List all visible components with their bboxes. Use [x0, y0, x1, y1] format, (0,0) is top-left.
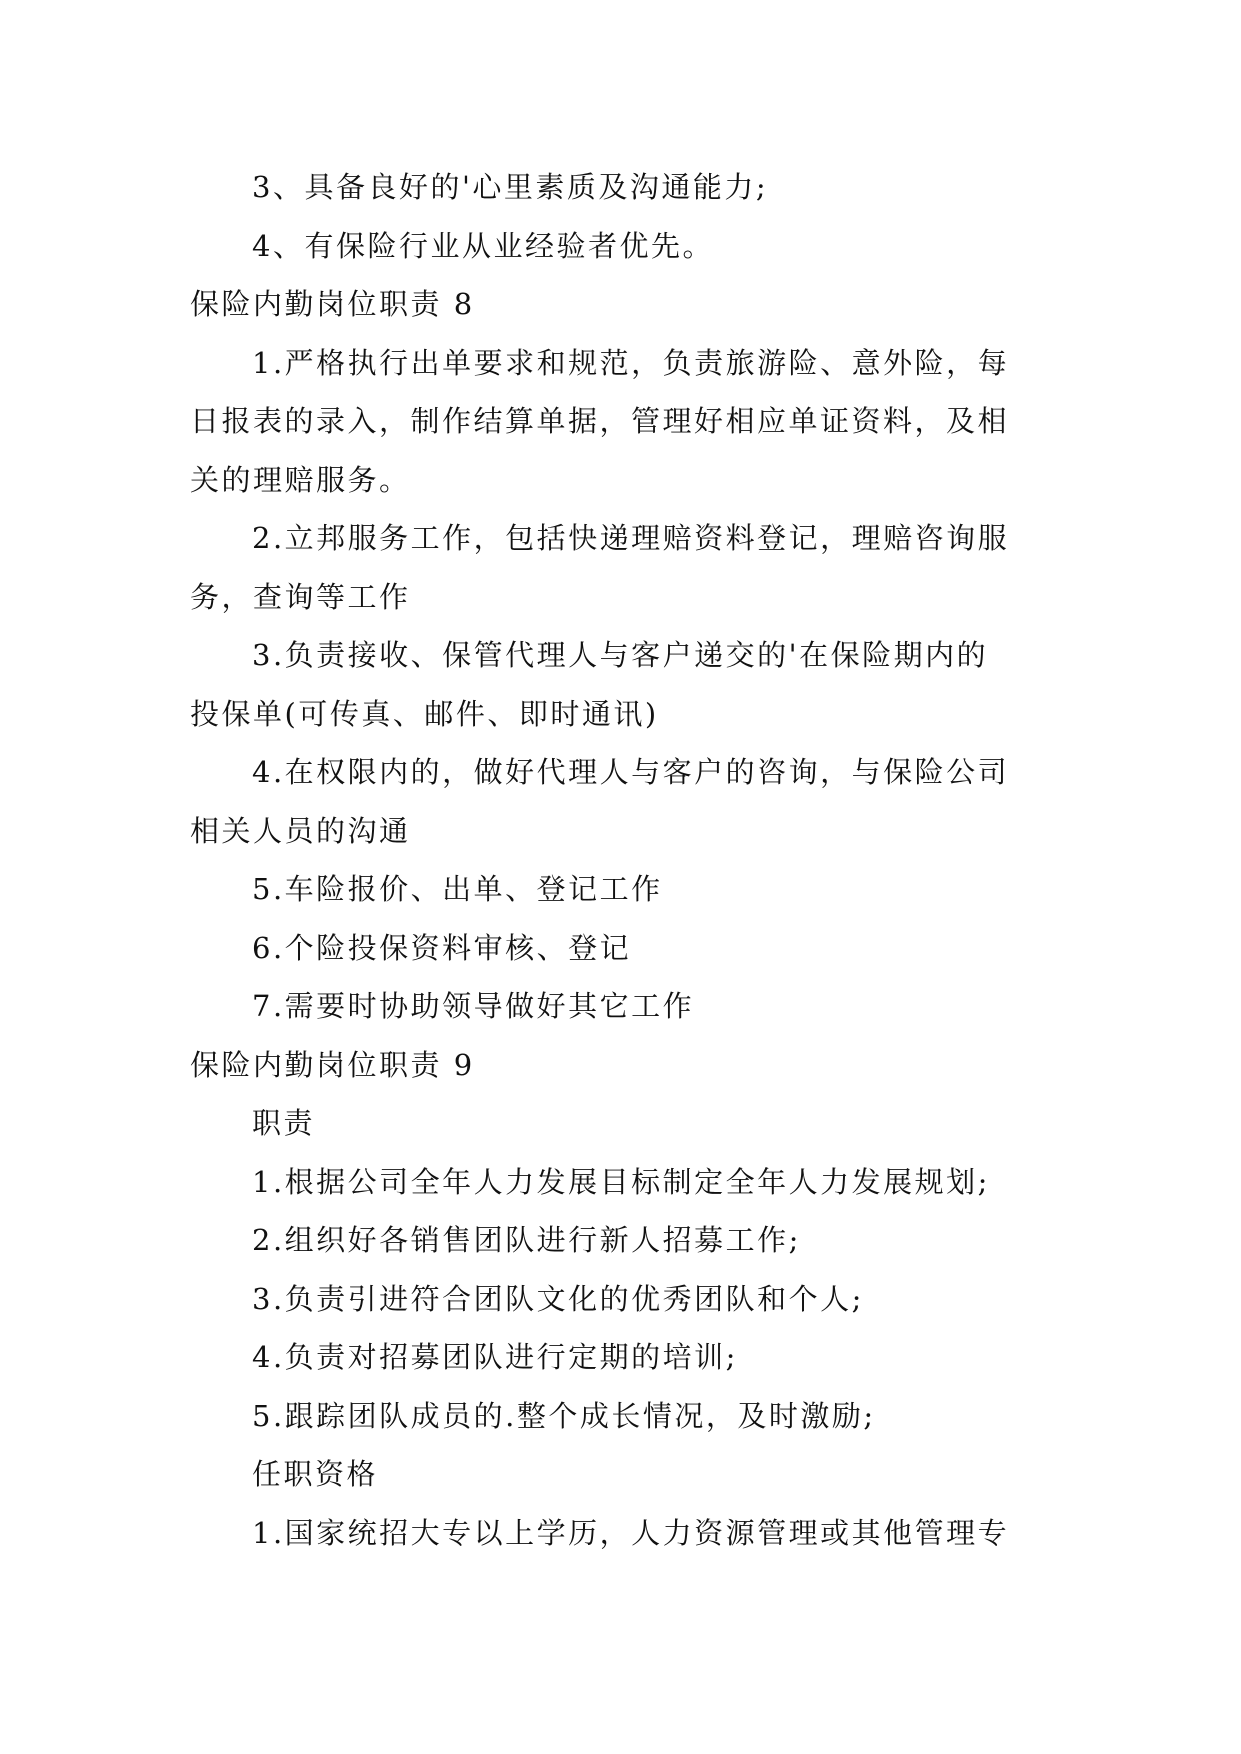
paragraph-line: 4.在权限内的，做好代理人与客户的咨询，与保险公司 — [252, 755, 1010, 789]
paragraph-line: 投保单(可传真、邮件、即时通讯) — [190, 696, 659, 731]
paragraph-line: 日报表的录入，制作结算单据，管理好相应单证资料，及相 — [190, 404, 1010, 438]
paragraph-line: 1.根据公司全年人力发展目标制定全年人力发展规划; — [252, 1164, 990, 1199]
paragraph-line: 相关人员的沟通 — [190, 813, 411, 848]
document-body — [190, 158, 1050, 1562]
paragraph-line: 3、具备良好的'心里素质及沟通能力; — [252, 170, 769, 204]
paragraph-line: 4、有保险行业从业经验者优先。 — [252, 228, 714, 263]
section-heading: 保险内勤岗位职责 8 — [190, 287, 475, 321]
paragraph-line: 务，查询等工作 — [190, 579, 411, 614]
paragraph-line: 1.严格执行出单要求和规范，负责旅游险、意外险，每 — [252, 345, 1010, 380]
paragraph-line: 2.立邦服务工作，包括快递理赔资料登记，理赔咨询服 — [252, 521, 1010, 555]
paragraph-line: 5.跟踪团队成员的.整个成长情况，及时激励; — [252, 1398, 876, 1433]
paragraph-line: 2.组织好各销售团队进行新人招募工作; — [252, 1223, 801, 1257]
section-heading: 保险内勤岗位职责 9 — [190, 1047, 475, 1082]
paragraph-line: 1.国家统招大专以上学历，人力资源管理或其他管理专 — [252, 1515, 1010, 1550]
paragraph-line: 4.负责对招募团队进行定期的培训; — [252, 1340, 738, 1374]
paragraph-line: 7.需要时协助领导做好其它工作 — [252, 989, 695, 1023]
paragraph-line: 关的理赔服务。 — [190, 462, 411, 497]
subsection-label: 职责 — [252, 1106, 316, 1140]
subsection-label: 任职资格 — [252, 1457, 379, 1491]
paragraph-line: 3.负责接收、保管代理人与客户递交的'在保险期内的 — [252, 638, 989, 672]
paragraph-line: 3.负责引进符合团队文化的优秀团队和个人; — [252, 1281, 864, 1316]
paragraph-line: 6.个险投保资料审核、登记 — [252, 930, 632, 965]
paragraph-line: 5.车险报价、出单、登记工作 — [252, 872, 663, 906]
